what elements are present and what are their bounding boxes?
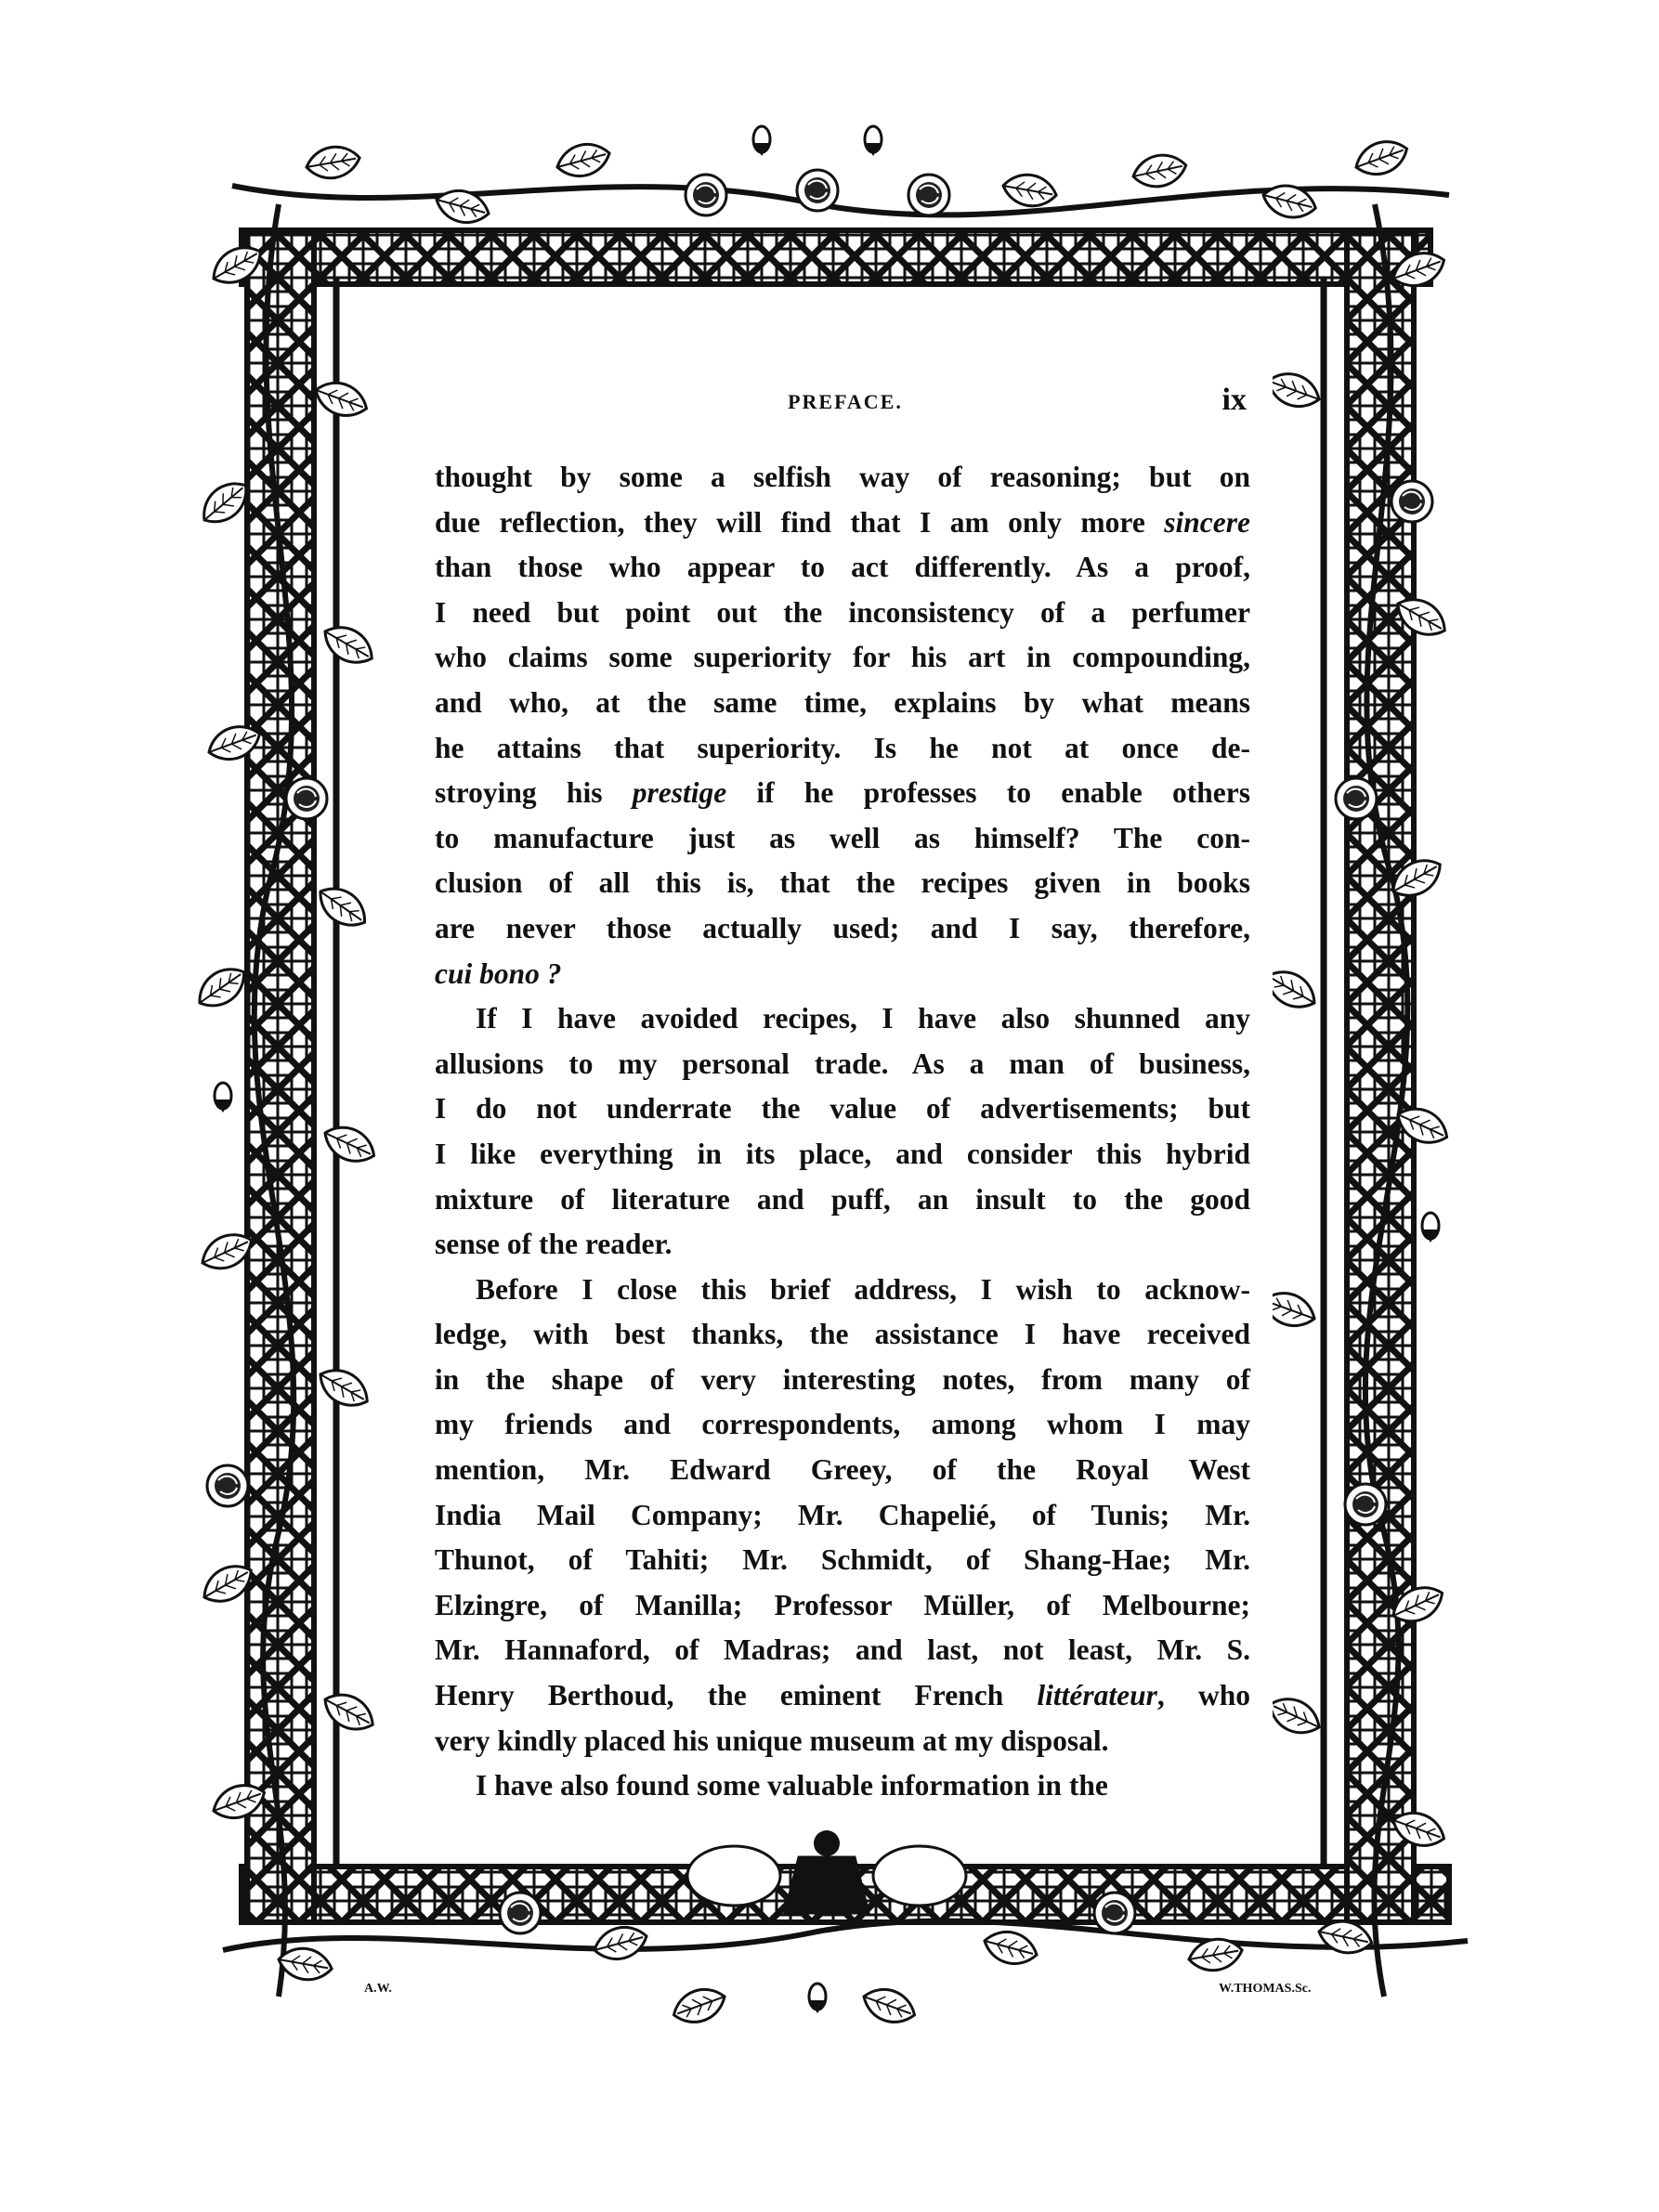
text-run: Henry Berthoud, the eminent French <box>435 1679 1038 1712</box>
text-run: stroying his <box>435 776 633 810</box>
text-line <box>435 591 1250 636</box>
text-run: if he professes to enable others <box>726 776 1250 810</box>
text-run: I do not underrate the value of advertisements; but <box>435 1092 1250 1126</box>
text-run: India Mail Company; Mr. Chapelié, of Tunis; Mr. <box>435 1498 1250 1531</box>
text-line <box>435 681 1250 726</box>
italic-phrase: cui bono ? <box>435 956 562 990</box>
text-line <box>435 861 1250 906</box>
text-line <box>435 1628 1250 1673</box>
text-line <box>435 1448 1250 1493</box>
text-run: who claims some superiority for his art in compounding, <box>435 641 1250 674</box>
text-run: in the shape of very interesting notes, from many of <box>435 1362 1250 1396</box>
text-run: than those who appear to act differently. As a proof, <box>435 551 1250 584</box>
text-line <box>435 816 1250 862</box>
text-line <box>435 906 1250 952</box>
text-line <box>435 1719 1250 1764</box>
text-run: sense of the reader. <box>435 1228 673 1261</box>
text-line <box>435 1086 1250 1132</box>
text-run: to manufacture just as well as himself? The con- <box>435 821 1250 854</box>
text-line <box>435 501 1250 546</box>
text-line <box>435 455 1250 501</box>
text-line <box>435 1673 1250 1719</box>
text-line <box>435 996 1250 1042</box>
text-line <box>435 771 1250 816</box>
page-header <box>437 383 1254 420</box>
text-run: mixture of literature and puff, an insult to the good <box>435 1182 1250 1216</box>
text-run: I like everything in its place, and consider this hybrid <box>435 1137 1250 1170</box>
text-run: Mr. Hannaford, of Madras; and last, not least, Mr. S. <box>435 1633 1250 1667</box>
lattice-band-top <box>242 230 1430 284</box>
text-run: very kindly placed his unique museum at my disposal. <box>435 1724 1109 1757</box>
text-line <box>435 1042 1250 1087</box>
garland-top <box>232 126 1449 228</box>
text-run: ledge, with best thanks, the assistance I have received <box>435 1318 1250 1351</box>
engraver-signature-left: A.W. <box>364 1982 392 1996</box>
text-run: , who <box>1156 1679 1250 1712</box>
text-run: Thunot, of Tahiti; Mr. Schmidt, of Shang-Hae; Mr. <box>435 1543 1250 1577</box>
engraver-signature-right: W.THOMAS.Sc. <box>1219 1982 1312 1996</box>
text-run: I have also found some valuable information in the <box>476 1769 1108 1802</box>
text-run: my friends and correspondents, among whom I may <box>435 1408 1250 1441</box>
text-line <box>435 1222 1250 1268</box>
text-line <box>435 1538 1250 1583</box>
text-line <box>435 1178 1250 1223</box>
text-line <box>435 1132 1250 1178</box>
italic-phrase: prestige <box>632 776 727 810</box>
page-number: ix <box>1221 383 1247 417</box>
text-line <box>435 1312 1250 1358</box>
text-line <box>435 1402 1250 1448</box>
text-run: Elzingre, of Manilla; Professor Müller, of Melbourne; <box>435 1588 1250 1621</box>
text-run: mention, Mr. Edward Greey, of the Royal West <box>435 1453 1250 1487</box>
text-run: due reflection, they will find that I am only more <box>435 505 1165 539</box>
text-run: allusions to my personal trade. As a man of business, <box>435 1047 1250 1080</box>
text-run: thought by some a selfish way of reasoning; but on <box>435 461 1250 493</box>
garland-bottom <box>223 1830 1468 2029</box>
text-line <box>435 726 1250 772</box>
body-text <box>435 455 1250 1809</box>
text-run: clusion of all this is, that the recipes given in books <box>435 866 1250 900</box>
text-line <box>435 1493 1250 1539</box>
text-line <box>435 545 1250 591</box>
text-line <box>435 635 1250 681</box>
text-run: he attains that superiority. Is he not at once de- <box>435 731 1250 764</box>
text-run: If I have avoided recipes, I have also shunned any <box>476 1002 1250 1035</box>
text-line <box>435 1358 1250 1403</box>
text-line <box>435 1268 1250 1313</box>
text-line <box>435 1583 1250 1629</box>
italic-phrase: sincere <box>1164 505 1250 539</box>
text-run: Before I close this brief address, I wish to acknow- <box>476 1272 1250 1306</box>
text-line <box>435 1763 1250 1809</box>
text-line <box>435 952 1250 997</box>
running-head: PREFACE. <box>788 390 903 413</box>
text-run: are never those actually used; and I say, therefore, <box>435 911 1250 944</box>
text-run: I need but point out the inconsistency of a perfumer <box>435 595 1250 629</box>
italic-phrase: littérateur <box>1037 1679 1157 1712</box>
text-run: and who, at the same time, explains by what means <box>435 685 1250 719</box>
